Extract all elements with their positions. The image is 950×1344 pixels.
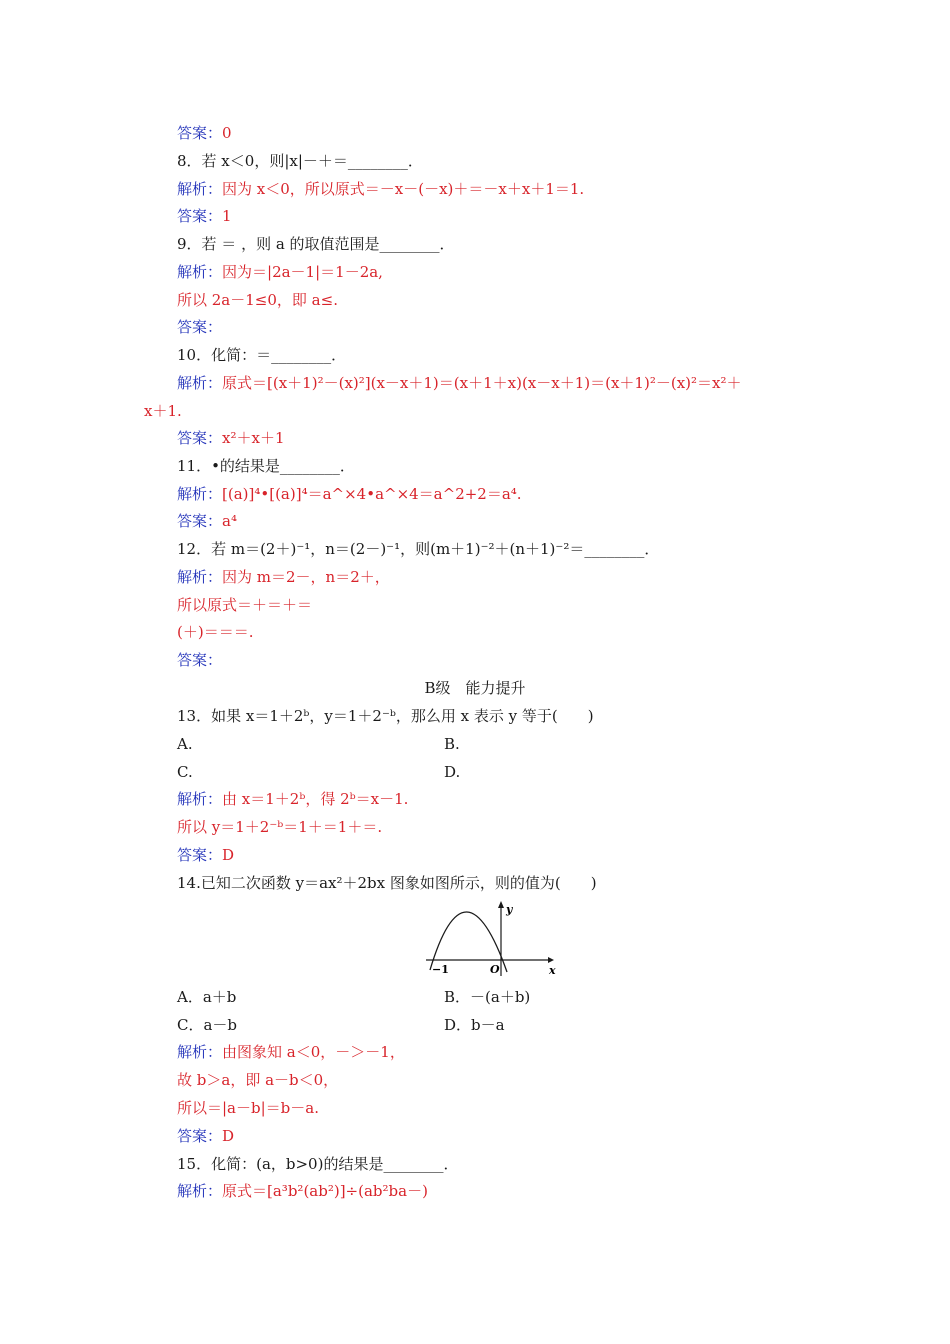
analysis-text: [(a)]⁴•[(a)]⁴＝a^×4•a^×4＝a^2+2＝a⁴. — [222, 485, 522, 503]
option-d: D. — [444, 763, 461, 781]
analysis-label: 解析： — [177, 790, 223, 808]
l08 — [177, 317, 222, 337]
answer-value: D — [222, 1127, 235, 1145]
question-9: 9．若 ＝ ，则 a 的取值范围是________． — [177, 235, 455, 253]
analysis-label: 解析： — [177, 485, 223, 503]
analysis-text: 原式＝[a³b²(ab²)]÷(ab²ba－) — [222, 1182, 428, 1200]
analysis-text: 由图象知 a＜0，－＞－1， — [222, 1043, 405, 1061]
question-8: 8．若 x＜0，则|x|－＋＝________． — [177, 152, 423, 170]
option-d: D．b－a — [444, 1016, 505, 1034]
answer-value: a⁴ — [222, 512, 237, 530]
l17 — [177, 567, 390, 587]
option-b: B. — [444, 735, 460, 753]
l06 — [177, 262, 383, 282]
analysis-continuation: 所以 2a－1≤0，即 a≤. — [177, 291, 338, 309]
answer-value: x²＋x＋1 — [222, 429, 285, 447]
analysis-continuation: 故 b＞a，即 a－b＜0， — [177, 1071, 339, 1089]
y-axis-label: y — [506, 903, 513, 916]
analysis-text: 原式＝[(x＋1)²－(x)²](x－x＋1)＝(x＋1＋x)(x－x＋1)＝(x＋1)²－(x)²＝x²＋ — [222, 374, 742, 392]
answer-label: 答案： — [177, 512, 223, 530]
analysis-label: 解析： — [177, 374, 223, 392]
analysis-continuation: 所以原式＝＋＝＋＝ — [177, 596, 313, 614]
section-heading: B级 能力提升 — [424, 679, 526, 697]
l03 — [177, 179, 584, 199]
answer-label: 答案： — [177, 846, 223, 864]
l12 — [177, 428, 285, 448]
l26 — [177, 845, 234, 865]
l04 — [177, 206, 232, 226]
analysis-text: 因为 x＜0，所以原式＝－x－(－x)＋＝－x＋x＋1＝1. — [222, 180, 585, 198]
tick-label-neg-one: −1 — [432, 963, 449, 976]
analysis-label: 解析： — [177, 1043, 223, 1061]
analysis-continuation: x＋1. — [144, 402, 182, 420]
question-13: 13．如果 x＝1＋2ᵇ，y＝1＋2⁻ᵇ，那么用 x 表示 y 等于( ) — [177, 707, 594, 725]
question-12: 12．若 m＝(2＋)⁻¹，n＝(2－)⁻¹，则(m＋1)⁻²＋(n＋1)⁻²＝________． — [177, 540, 660, 558]
question-11: 11．•的结果是________． — [177, 457, 355, 475]
option-b: B．－(a＋b) — [444, 988, 531, 1006]
l15 — [177, 511, 237, 531]
l01 — [177, 123, 232, 143]
analysis-continuation: (＋)＝＝＝. — [177, 623, 254, 641]
l30 — [177, 1042, 405, 1062]
analysis-label: 解析： — [177, 180, 223, 198]
question-14: 14.已知二次函数 y＝ax²＋2bx 图象如图所示，则的值为( ) — [177, 874, 597, 892]
y-axis-arrow — [498, 901, 504, 908]
answer-label: 答案： — [177, 1127, 223, 1145]
analysis-text: 因为＝|2a－1|＝1－2a, — [222, 263, 383, 281]
l24 — [177, 789, 408, 809]
analysis-text: 因为 m＝2－，n＝2＋， — [222, 568, 390, 586]
answer-label: 答案： — [177, 318, 223, 336]
answer-value: 1 — [222, 207, 232, 225]
x-axis-label: x — [549, 964, 556, 977]
analysis-label: 解析： — [177, 1182, 223, 1200]
l10 — [177, 373, 742, 393]
analysis-text: 由 x＝1＋2ᵇ，得 2ᵇ＝x－1. — [222, 790, 409, 808]
answer-label: 答案： — [177, 124, 223, 142]
question-15: 15．化简：(a，b>0)的结果是________． — [177, 1155, 459, 1173]
l33 — [177, 1126, 234, 1146]
answer-value: 0 — [222, 124, 232, 142]
answer-label: 答案： — [177, 429, 223, 447]
parabola-graph — [420, 898, 560, 978]
analysis-continuation: 所以 y＝1＋2⁻ᵇ＝1＋＝1＋＝. — [177, 818, 383, 836]
analysis-label: 解析： — [177, 568, 223, 586]
analysis-label: 解析： — [177, 263, 223, 281]
l35 — [177, 1181, 428, 1201]
option-a: A．a＋b — [177, 988, 237, 1006]
analysis-continuation: 所以＝|a－b|＝b－a. — [177, 1099, 319, 1117]
answer-value: D — [222, 846, 235, 864]
option-c: C. — [177, 763, 193, 781]
l14 — [177, 484, 522, 504]
l20 — [177, 650, 222, 670]
origin-label: O — [490, 963, 500, 976]
option-c: C．a－b — [177, 1016, 238, 1034]
answer-label: 答案： — [177, 651, 223, 669]
x-axis-arrow — [548, 957, 554, 963]
answer-label: 答案： — [177, 207, 223, 225]
question-10: 10．化简：＝________． — [177, 346, 347, 364]
option-a: A. — [177, 735, 193, 753]
